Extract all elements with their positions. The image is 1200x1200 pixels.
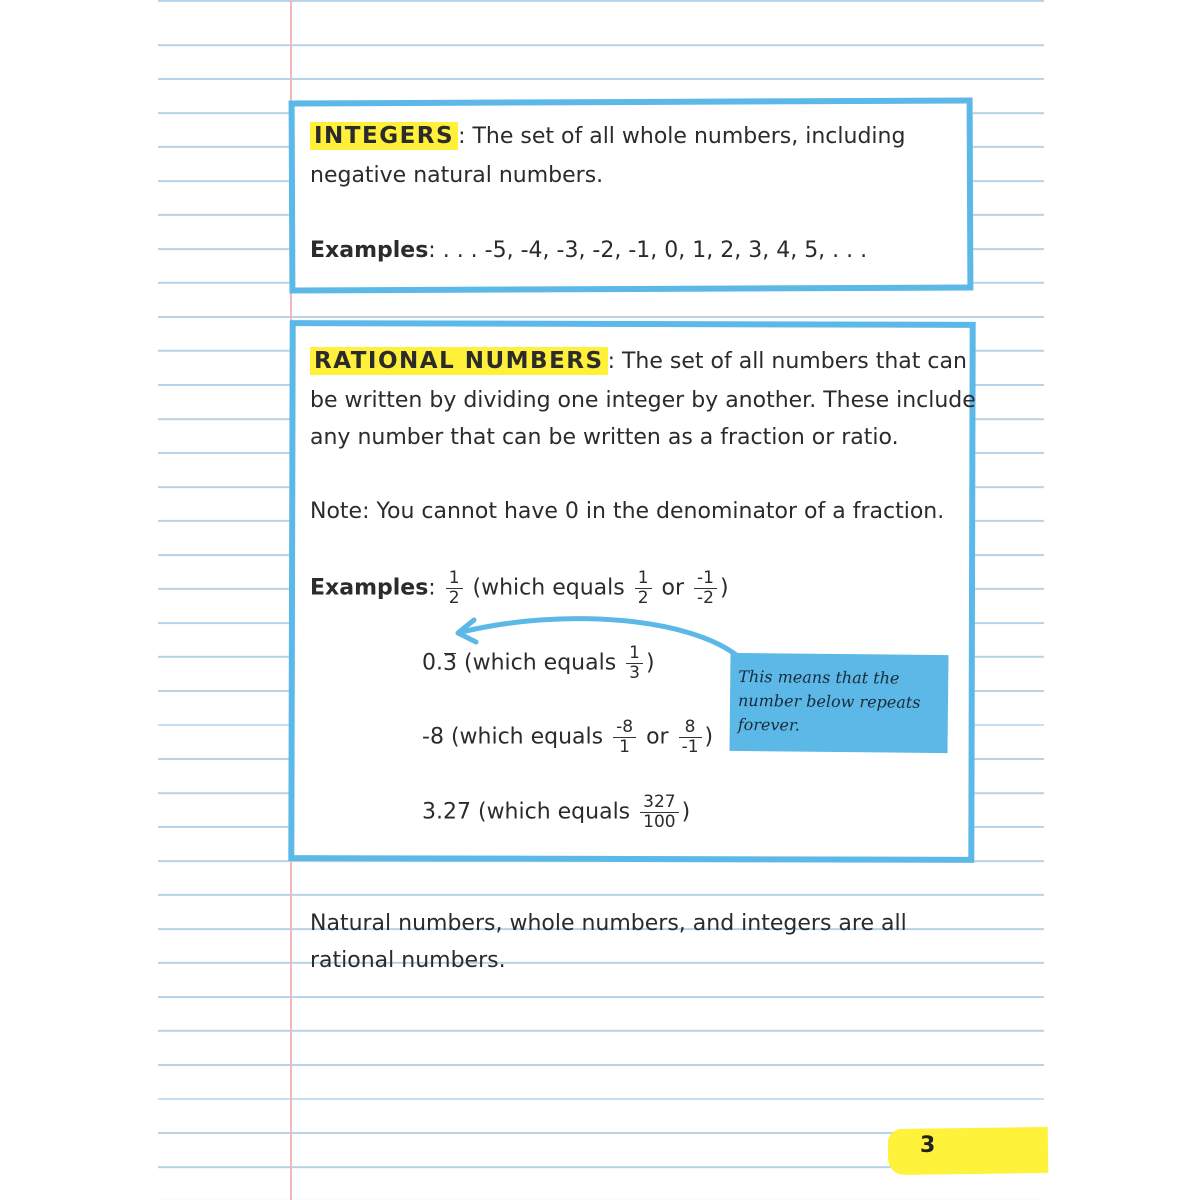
page-number: 3 — [920, 1133, 936, 1158]
example4-close: ) — [681, 799, 691, 825]
integers-definition-line2: negative natural numbers. — [310, 163, 604, 188]
footer-line1: Natural numbers, whole numbers, and integers are all — [310, 911, 907, 936]
example1-eq-numerator: 1 — [635, 569, 652, 589]
rational-definition-line1 — [310, 343, 967, 380]
example3-alt-numerator: 8 — [679, 718, 702, 738]
rational-note: Note: You cannot have 0 in the denominator of a fraction. — [310, 499, 945, 524]
example1-alt-denominator: -2 — [697, 588, 714, 608]
integers-examples-label: Examples — [310, 238, 429, 263]
rational-definition-line2: be written by dividing one integer by another. These include — [310, 388, 976, 413]
rational-example-4 — [422, 793, 690, 832]
integers-examples-value: : . . . -5, -4, -3, -2, -1, 0, 1, 2, 3, 4, 5, . . . — [428, 238, 868, 263]
rational-example-3 — [422, 718, 713, 757]
integers-definition-text: : The set of all whole numbers, including — [458, 124, 906, 149]
example2-repeating-digit: 3 — [443, 650, 457, 676]
example1-numerator: 1 — [446, 569, 463, 589]
right-blank-area — [1044, 0, 1200, 1200]
example3-eq-denominator: 1 — [619, 737, 630, 757]
example3-close: ) — [704, 724, 714, 750]
integers-definition-line1 — [310, 118, 905, 155]
example3-or: or — [646, 724, 669, 750]
rational-examples-label: Examples — [310, 575, 429, 601]
example1-equal-fraction — [635, 569, 652, 608]
example2-eq-denominator: 3 — [629, 663, 640, 683]
rational-definition-text: : The set of all numbers that can — [607, 349, 967, 374]
page-number-highlight — [888, 1127, 1049, 1175]
example1-denominator: 2 — [448, 588, 460, 608]
example3-eq-numerator: -8 — [613, 718, 636, 738]
rational-definition-line3: any number that can be written as a fraction or ratio. — [310, 425, 899, 450]
example1-text: (which equals — [472, 575, 625, 601]
curved-arrow-icon — [440, 606, 750, 666]
example1-close: ) — [720, 575, 729, 601]
example2-eq-numerator: 1 — [626, 644, 643, 664]
rational-example-1: Examples: $\frac{1}{2}$ (which equals $\frac{1}{2}$ or $\frac{-1}{-2}$ ) — [310, 568, 729, 608]
integers-examples — [310, 232, 867, 269]
example3-alt-denominator: -1 — [681, 737, 699, 757]
example3-value: -8 — [422, 724, 444, 750]
example2-text: (which equals — [464, 650, 617, 676]
example4-eq-numerator: 327 — [640, 793, 678, 813]
example3-alt-fraction — [679, 718, 702, 757]
example3-equal-fraction — [613, 718, 636, 757]
example1-or: or — [661, 575, 685, 601]
example1-alt-numerator: -1 — [694, 569, 717, 589]
repeating-callout-note: This means that the number below repeats forever. — [729, 653, 948, 753]
integers-term: INTEGERS — [310, 122, 458, 150]
example2-close: ) — [646, 650, 655, 676]
example2-value-int: 0. — [422, 650, 443, 676]
example4-eq-denominator: 100 — [643, 812, 676, 832]
footer-line2: rational numbers. — [310, 948, 506, 973]
rational-term: RATIONAL NUMBERS — [310, 347, 608, 375]
example4-value: 3.27 — [422, 799, 471, 825]
example4-equal-fraction — [640, 793, 678, 832]
example4-text: (which equals — [477, 799, 631, 825]
example1-fraction — [446, 569, 463, 608]
example1-eq-denominator: 2 — [637, 588, 649, 608]
example3-text: (which equals — [450, 724, 604, 750]
example1-alt-fraction — [694, 569, 717, 608]
